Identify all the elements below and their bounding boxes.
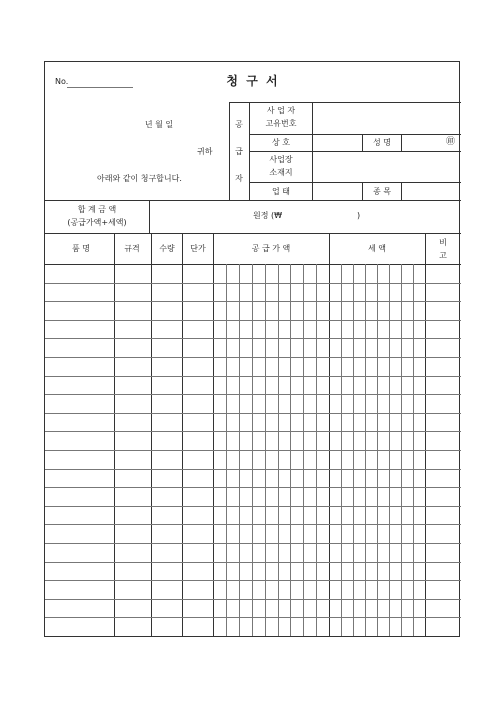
supplier-row-line-1 [249,134,461,135]
table-row [45,413,461,414]
column-divider [425,233,426,636]
supplier-side-label-2: 급 [235,147,243,156]
table-row [45,376,461,377]
column-divider [213,233,214,636]
table-row [45,301,461,302]
total-label: 합 계 금 액 [77,205,117,214]
request-sentence: 아래와 같이 청구합니다. [97,174,182,183]
document-number-line [67,87,133,88]
column-header-tax: 세 액 [368,244,386,253]
name-col-divider-right [401,134,402,151]
total-sub-label: (공급가액+세액) [67,218,127,227]
total-label-divider [149,200,150,233]
total-amount-close: ) [357,211,361,220]
document-number-label: No. [55,77,69,86]
items-table-top [45,233,461,234]
total-row-top [45,200,461,201]
table-row [45,450,461,451]
supplier-block-left [229,102,230,200]
supplier-side-label-1: 공 [235,120,243,129]
business-type-label: 업 태 [272,187,290,196]
table-row [45,320,461,321]
column-divider [151,233,152,636]
table-row [45,580,461,581]
invoice-form [44,61,460,637]
table-row [45,599,461,600]
table-row [45,524,461,525]
table-row [45,338,461,339]
column-divider [329,233,330,636]
address-label-line1: 사업장 [269,155,293,164]
column-header-unit-price: 단가 [190,244,206,253]
supplier-side-label-3: 자 [235,174,243,183]
column-header-supply-amount: 공 급 가 액 [251,244,291,253]
supplier-row-line-2 [249,151,461,152]
page-title: 청 구 서 [226,74,280,88]
item-col-divider-right [401,182,402,200]
column-header-remark-line2: 고 [439,251,447,260]
column-divider [114,233,115,636]
supplier-row-line-3 [249,182,461,183]
table-row [45,487,461,488]
address-label-line2: 소재지 [269,168,293,177]
total-amount-text: 원정 (₩ [253,211,283,220]
table-row [45,431,461,432]
table-row [45,394,461,395]
company-label: 상 호 [272,138,290,147]
table-row [45,506,461,507]
column-header-qty: 수량 [159,244,175,253]
column-header-spec: 규격 [124,244,140,253]
table-row [45,283,461,284]
table-row [45,357,461,358]
items-table-header-bottom [45,264,461,265]
item-col-divider-left [362,182,363,200]
column-header-item: 품 명 [72,244,90,253]
seal-icon: ㊞ [446,137,456,147]
recipient-suffix: 귀하 [197,147,213,156]
business-item-label: 종 목 [373,187,391,196]
supplier-value-divider [312,102,313,200]
date-line: 년 월 일 [144,120,174,129]
column-header-remark-line1: 비 [439,238,447,247]
column-divider [182,233,183,636]
business-reg-label-line1: 사 업 자 [266,106,296,115]
supplier-block-top [229,102,461,103]
business-reg-label-line2: 고유번호 [265,119,297,128]
table-row [45,562,461,563]
table-row [45,617,461,618]
table-row [45,543,461,544]
table-row [45,469,461,470]
name-label: 성 명 [373,138,391,147]
name-col-divider-left [362,134,363,151]
